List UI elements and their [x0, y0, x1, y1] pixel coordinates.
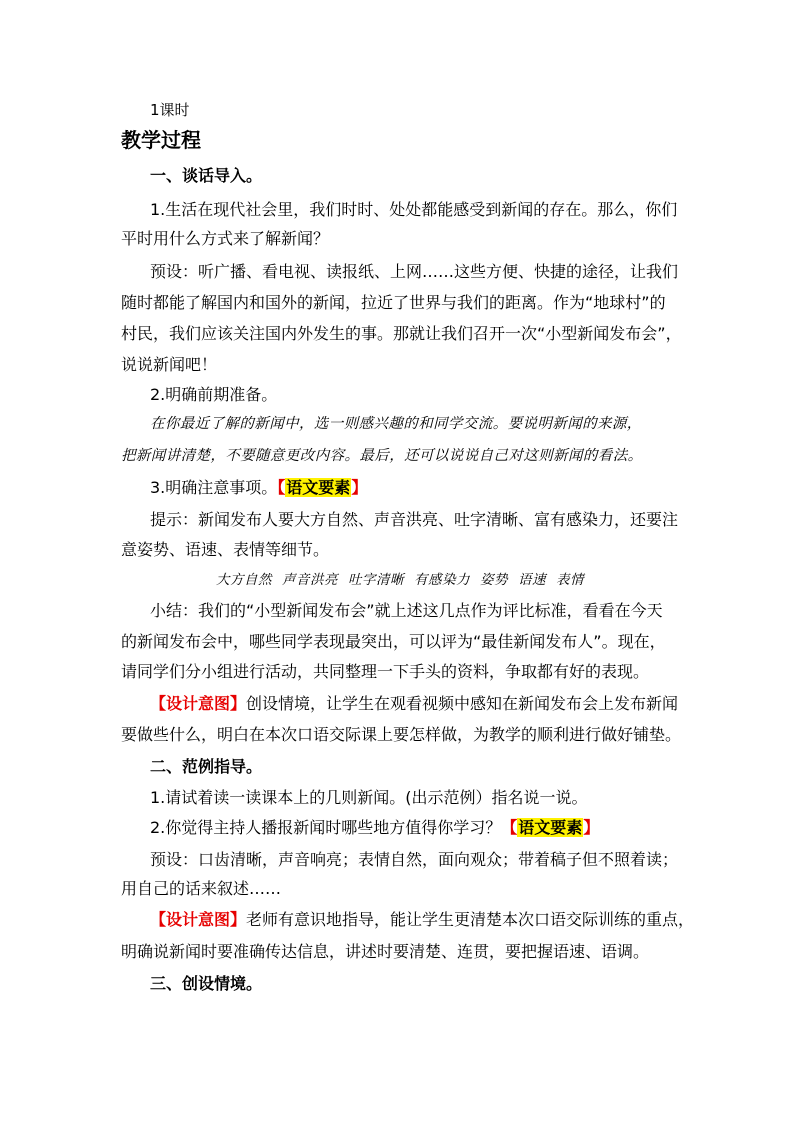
keyword: 吐字清晰 — [348, 572, 404, 588]
summary-line-2: 的新闻发布会中，哪些同学表现最突出，可以评为“最佳新闻发布人”。现在， — [121, 632, 666, 651]
keyword-row — [216, 570, 584, 590]
keyword: 表情 — [556, 572, 584, 588]
language-element-tag: 语文要素 — [518, 818, 583, 837]
tag-bracket-open: 【 — [277, 478, 286, 497]
tag-bracket-close: 】 — [351, 478, 368, 497]
summary-line-3: 请同学们分小组进行活动，共同整理一下手头的资料，争取都有好的表现。 — [121, 662, 650, 681]
preset-1-line-3: 村民，我们应该关注国内外发生的事。那就让我们召开一次“小型新闻发布会”， — [121, 324, 682, 343]
preset-1-line-2: 随时都能了解国内和国外的新闻，拉近了世界与我们的距离。作为“地球村”的 — [121, 293, 666, 312]
paragraph-1-line-2: 平时用什么方式来了解新闻？ — [121, 229, 330, 248]
paragraph-3 — [150, 478, 367, 498]
design-intent-2-line-2: 明确说新闻时要准确传达信息，讲述时要清楚、连贯，要把握语速、语调。 — [121, 942, 650, 961]
design-intent-1-line-1 — [150, 694, 678, 714]
question-1: 1.请试着读一读课本上的几则新闻。(出示范例）指名说一说。 — [150, 788, 588, 807]
paragraph-2: 2.明确前期准备。 — [150, 385, 278, 404]
keyword: 声音洪亮 — [282, 572, 338, 588]
preset-1-line-4: 说说新闻吧！ — [121, 355, 218, 374]
language-element-tag: 语文要素 — [286, 478, 351, 497]
design-intent-tag: 【设计意图】 — [150, 694, 247, 713]
question-2-text: 2.你觉得主持人播报新闻时哪些地方值得你学习？ — [150, 818, 502, 837]
question-2 — [150, 818, 599, 838]
preset-2-line-1: 预设：口齿清晰，声音响亮；表情自然，面向观众；带着稿子但不照着读； — [150, 850, 679, 869]
lesson-time: 1课时 — [150, 101, 190, 119]
keyword: 大方自然 — [216, 572, 272, 588]
keyword: 有感染力 — [414, 572, 470, 588]
design-intent-text: 创设情境，让学生在观看视频中感知在新闻发布会上发布新闻 — [246, 694, 679, 713]
preset-2-line-2: 用自己的话来叙述…… — [121, 879, 282, 898]
note-line-2: 把新闻讲清楚，不要随意更改内容。最后，还可以说说自己对这则新闻的看法。 — [121, 448, 643, 464]
tag-bracket-open: 【 — [501, 818, 518, 837]
heading-examples: 二、范例指导。 — [150, 757, 263, 776]
design-intent-tag: 【设计意图】 — [150, 910, 247, 929]
tag-bracket-close: 】 — [583, 818, 600, 837]
section-title: 教学过程 — [121, 128, 201, 152]
design-intent-text: 老师有意识地指导，能让学生更清楚本次口语交际训练的重点， — [246, 910, 695, 929]
note-line-1: 在你最近了解的新闻中，选一则感兴趣的和同学交流。要说明新闻的来源， — [150, 416, 642, 432]
paragraph-3-text: 3.明确注意事项。 — [150, 478, 278, 497]
paragraph-1-line-1: 1.生活在现代社会里，我们时时、处处都能感受到新闻的存在。那么，你们 — [150, 200, 678, 219]
design-intent-1-line-2: 要做些什么，明白在本次口语交际课上要怎样做，为教学的顺利进行做好铺垫。 — [121, 725, 682, 744]
hint-line-1: 提示：新闻发布人要大方自然、声音洪亮、吐字清晰、富有感染力，还要注 — [150, 510, 679, 529]
heading-scenario: 三、创设情境。 — [150, 974, 263, 993]
preset-1-line-1: 预设：听广播、看电视、读报纸、上网……这些方便、快捷的途径，让我们 — [150, 262, 679, 281]
hint-line-2: 意姿势、语速、表情等细节。 — [121, 540, 330, 559]
keyword: 姿势 — [480, 572, 508, 588]
summary-line-1: 小结：我们的“小型新闻发布会”就上述这几点作为评比标准，看看在今天 — [150, 601, 663, 620]
keyword: 语速 — [518, 572, 546, 588]
design-intent-2-line-1 — [150, 910, 694, 930]
heading-intro: 一、谈话导入。 — [150, 166, 263, 185]
